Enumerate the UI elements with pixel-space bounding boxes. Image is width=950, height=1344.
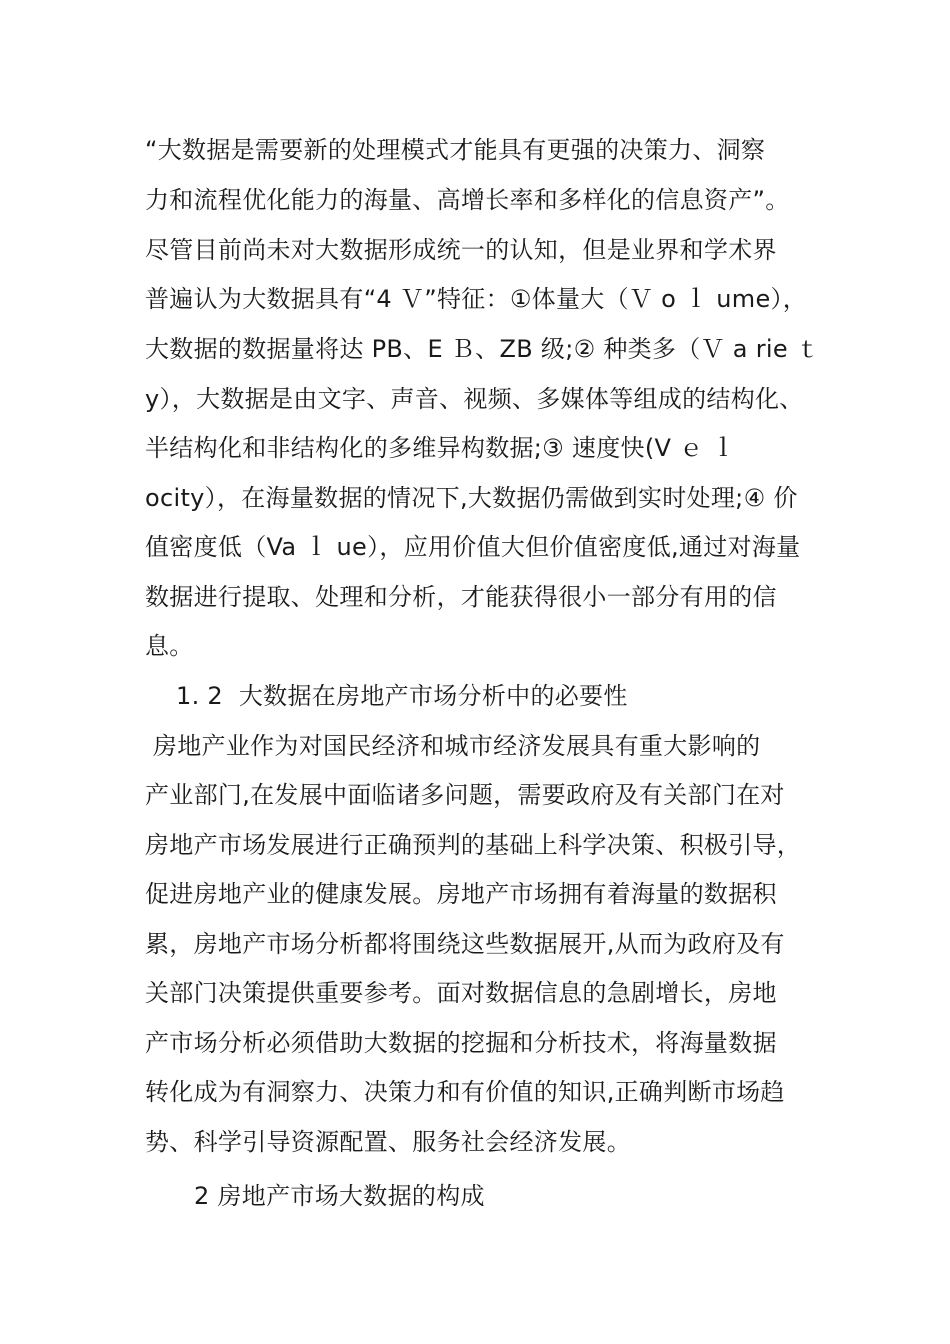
paragraph-line: 促进房地产业的健康发展。房地产市场拥有着海量的数据积: [145, 880, 777, 908]
paragraph-line: 转化成为有洞察力、决策力和有价值的知识,正确判断市场趋: [145, 1078, 785, 1106]
paragraph-line: 累，房地产市场分析都将围绕这些数据展开,从而为政府及有: [145, 930, 785, 958]
paragraph-line: 半结构化和非结构化的多维异构数据;③ 速度快(V ｅ ｌ: [145, 434, 736, 462]
paragraph-line: ocity），在海量数据的情况下,大数据仍需做到实时处理;④ 价: [145, 484, 798, 512]
section-heading: 1. 2 大数据在房地产市场分析中的必要性: [176, 682, 628, 710]
section-heading: 2 房地产市场大数据的构成: [194, 1182, 485, 1210]
paragraph-line: 大数据的数据量将达 PB、E Ｂ、ZB 级;② 种类多（Ｖ a rie ｔ: [145, 335, 821, 363]
paragraph-line: 息。: [145, 632, 194, 660]
paragraph-line: 尽管目前尚未对大数据形成统一的认知，但是业界和学术界: [145, 236, 777, 264]
paragraph-line: 值密度低（Va ｌ ue），应用价值大但价值密度低,通过对海量: [145, 533, 801, 561]
paragraph-line: 关部门决策提供重要参考。面对数据信息的急剧增长，房地: [145, 979, 777, 1007]
paragraph-line: 房地产市场发展进行正确预判的基础上科学决策、积极引导，: [145, 831, 802, 859]
paragraph-line: 产市场分析必须借助大数据的挖掘和分析技术，将海量数据: [145, 1029, 777, 1057]
paragraph-line: 力和流程优化能力的海量、高增长率和多样化的信息资产”。: [145, 186, 790, 214]
paragraph-line: 房地产业作为对国民经济和城市经济发展具有重大影响的: [145, 732, 761, 760]
paragraph-line: 数据进行提取、处理和分析，才能获得很小一部分有用的信: [145, 583, 777, 611]
paragraph-line: 产业部门,在发展中面临诸多问题，需要政府及有关部门在对: [145, 781, 785, 809]
paragraph-line: 势、科学引导资源配置、服务社会经济发展。: [145, 1128, 631, 1156]
paragraph-line: 普遍认为大数据具有“4 Ｖ”特征：①体量大（Ｖ o ｌ ume），: [145, 285, 808, 313]
paragraph-line: “大数据是需要新的处理模式才能具有更强的决策力、洞察: [145, 136, 766, 164]
paragraph-line: y），大数据是由文字、声音、视频、多媒体等组成的结构化、: [145, 385, 804, 413]
